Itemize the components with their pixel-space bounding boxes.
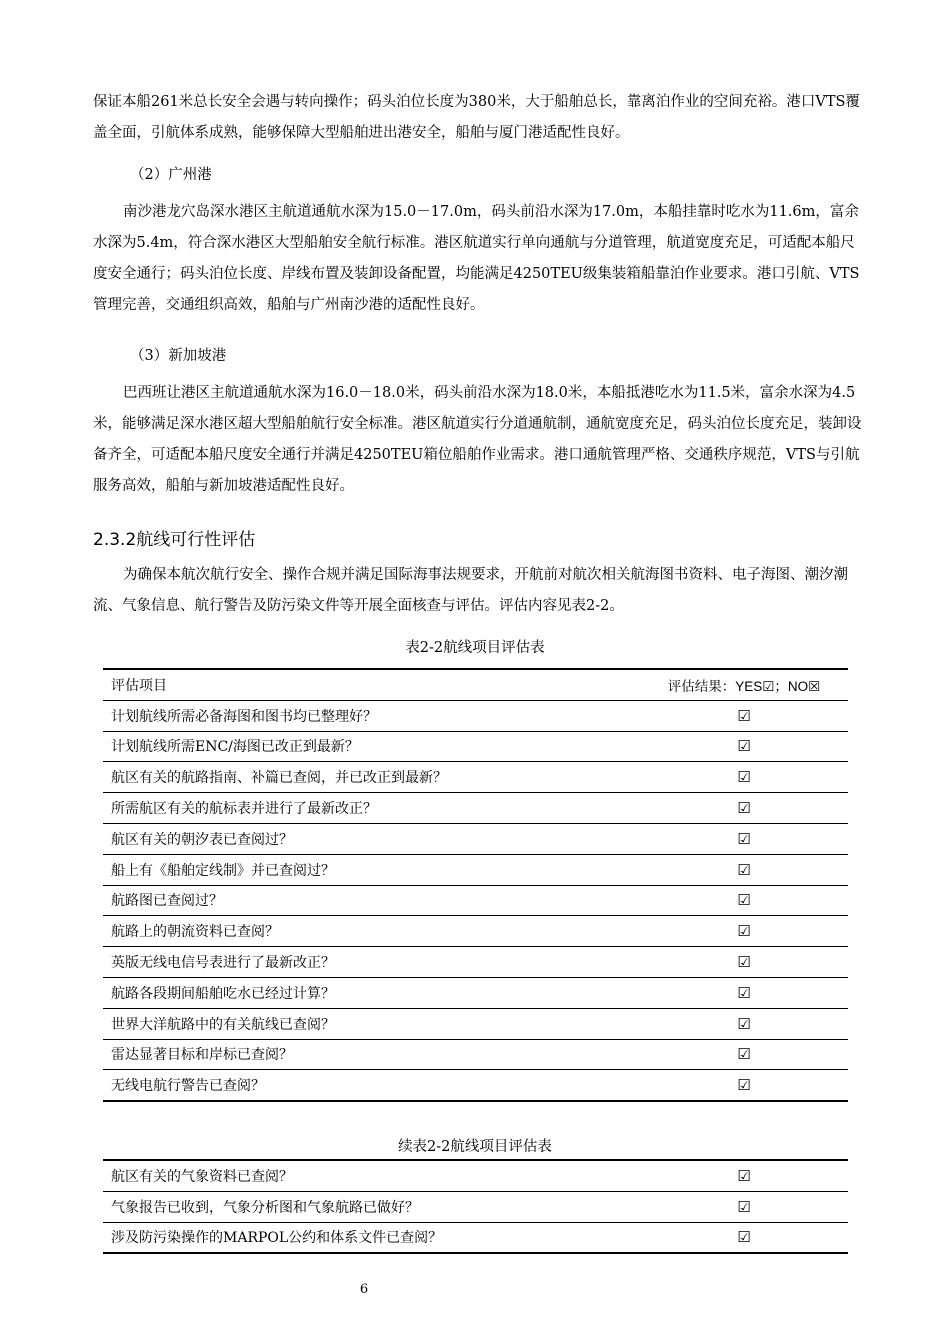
table-row xyxy=(103,731,848,762)
checkbox-checked-icon: ☑ xyxy=(640,1191,848,1222)
assessment-item: 航路上的朝流资料已查阅？ xyxy=(103,916,640,947)
section-intro-paragraph: 为确保本航次航行安全、操作合规并满足国际海事法规要求，开航前对航次相关航海图书资料、电子海图、潮汐潮流、气象信息、航行警告及防污染文件等开展全面核查与评估。评估内容见表2-2。 xyxy=(93,567,848,614)
checkbox-checked-icon: ☑ xyxy=(640,1070,848,1101)
page-number: 6 xyxy=(359,1282,369,1297)
assessment-item: 航区有关的航路指南、补篇已查阅，并已改正到最新？ xyxy=(103,762,640,793)
table-row xyxy=(103,823,848,854)
subheading-guangzhou-port: （2）广州港 xyxy=(130,167,212,183)
table-row xyxy=(103,1039,848,1070)
checkbox-checked-icon: ☑ xyxy=(640,700,848,731)
checkbox-checked-icon: ☑ xyxy=(640,762,848,793)
checkbox-checked-icon: ☑ xyxy=(640,1222,848,1253)
table-row xyxy=(103,1070,848,1101)
continued-assessment-table xyxy=(103,1159,848,1254)
paragraph-xiamen-port: 保证本船261米总长安全会遇与转向操作；码头泊位长度为380米，大于船舶总长，靠离泊作业的空间充裕。港口VTS覆盖全面，引航体系成熟，能够保障大型船舶进出港安全，船舶与厦门港适配性良好。 xyxy=(93,94,860,141)
checkbox-checked-icon: ☑ xyxy=(640,885,848,916)
assessment-item: 航路图已查阅过？ xyxy=(103,885,640,916)
table-row xyxy=(103,700,848,731)
checkbox-checked-icon: ☑ xyxy=(640,854,848,885)
assessment-item: 气象报告已收到，气象分析图和气象航路已做好？ xyxy=(103,1191,640,1222)
table-row xyxy=(103,977,848,1008)
subheading-singapore-port: （3）新加坡港 xyxy=(130,348,227,364)
checkbox-checked-icon: ☑ xyxy=(640,731,848,762)
table-row xyxy=(103,1160,848,1191)
assessment-item: 涉及防污染操作的MARPOL公约和体系文件已查阅？ xyxy=(103,1222,640,1253)
checkbox-checked-icon: ☑ xyxy=(640,793,848,824)
table-row xyxy=(103,1222,848,1253)
checkbox-checked-icon: ☑ xyxy=(640,977,848,1008)
assessment-item: 航路各段期间船舶吃水已经过计算？ xyxy=(103,977,640,1008)
checkbox-checked-icon: ☑ xyxy=(640,1039,848,1070)
table-row xyxy=(103,854,848,885)
table-caption: 表2-2航线项目评估表 xyxy=(405,640,545,656)
continued-table-caption: 续表2-2航线项目评估表 xyxy=(398,1139,552,1155)
checkbox-checked-icon: ☑ xyxy=(640,916,848,947)
table-row xyxy=(103,762,848,793)
assessment-item: 船上有《船舶定线制》并已查阅过？ xyxy=(103,854,640,885)
checkbox-checked-icon: ☑ xyxy=(640,823,848,854)
paragraph-singapore-port: 巴西班让港区主航道通航水深为16.0－18.0米，码头前沿水深为18.0米，本船抵港吃水为11.5米，富余水深为4.5米，能够满足深水港区超大型船舶航行安全标准。港区航道实行分道通航制，通航宽度充足，码头泊位长度充足，装卸设备齐全，可适配本船尺度安全通行并满足4250TEU箱位船舶作业需求。港口通航管理严格、交通秩序规范，VTS与引航服务高效，船舶与新加坡港适配性良好。 xyxy=(93,385,862,494)
assessment-item: 计划航线所需ENC/海图已改正到最新？ xyxy=(103,731,640,762)
assessment-item: 计划航线所需必备海图和图书均已整理好？ xyxy=(103,700,640,731)
assessment-item: 所需航区有关的航标表并进行了最新改正？ xyxy=(103,793,640,824)
checkbox-checked-icon: ☑ xyxy=(640,1160,848,1191)
table-row xyxy=(103,885,848,916)
checkbox-checked-icon: ☑ xyxy=(640,1008,848,1039)
section-heading: 2.3.2航线可行性评估 xyxy=(93,530,256,550)
assessment-item: 航区有关的气象资料已查阅？ xyxy=(103,1160,640,1191)
table-row xyxy=(103,916,848,947)
assessment-item: 雷达显著目标和岸标已查阅？ xyxy=(103,1039,640,1070)
assessment-item: 航区有关的朝汐表已查阅过？ xyxy=(103,823,640,854)
checkbox-checked-icon: ☑ xyxy=(640,947,848,978)
table-row xyxy=(103,947,848,978)
assessment-item: 英版无线电信号表进行了最新改正？ xyxy=(103,947,640,978)
header-result: 评估结果：YES☑；NO☒ xyxy=(640,669,848,700)
assessment-item: 无线电航行警告已查阅？ xyxy=(103,1070,640,1101)
header-item: 评估项目 xyxy=(103,669,640,700)
table-row xyxy=(103,1191,848,1222)
table-row xyxy=(103,793,848,824)
route-assessment-table xyxy=(103,668,848,1102)
table-header-row xyxy=(103,669,848,700)
assessment-item: 世界大洋航路中的有关航线已查阅？ xyxy=(103,1008,640,1039)
table-row xyxy=(103,1008,848,1039)
paragraph-guangzhou-port: 南沙港龙穴岛深水港区主航道通航水深为15.0－17.0m，码头前沿水深为17.0m，本船挂靠时吃水为11.6m，富余水深为5.4m，符合深水港区大型船舶安全航行标准。港区航道实行单向通航与分道管理，航道宽度充足，可适配本船尺度安全通行；码头泊位长度、岸线布置及装卸设备配置，均能满足4250TEU级集装箱船靠泊作业要求。港口引航、VTS管理完善，交通组织高效，船舶与广州南沙港的适配性良好。 xyxy=(93,204,860,313)
